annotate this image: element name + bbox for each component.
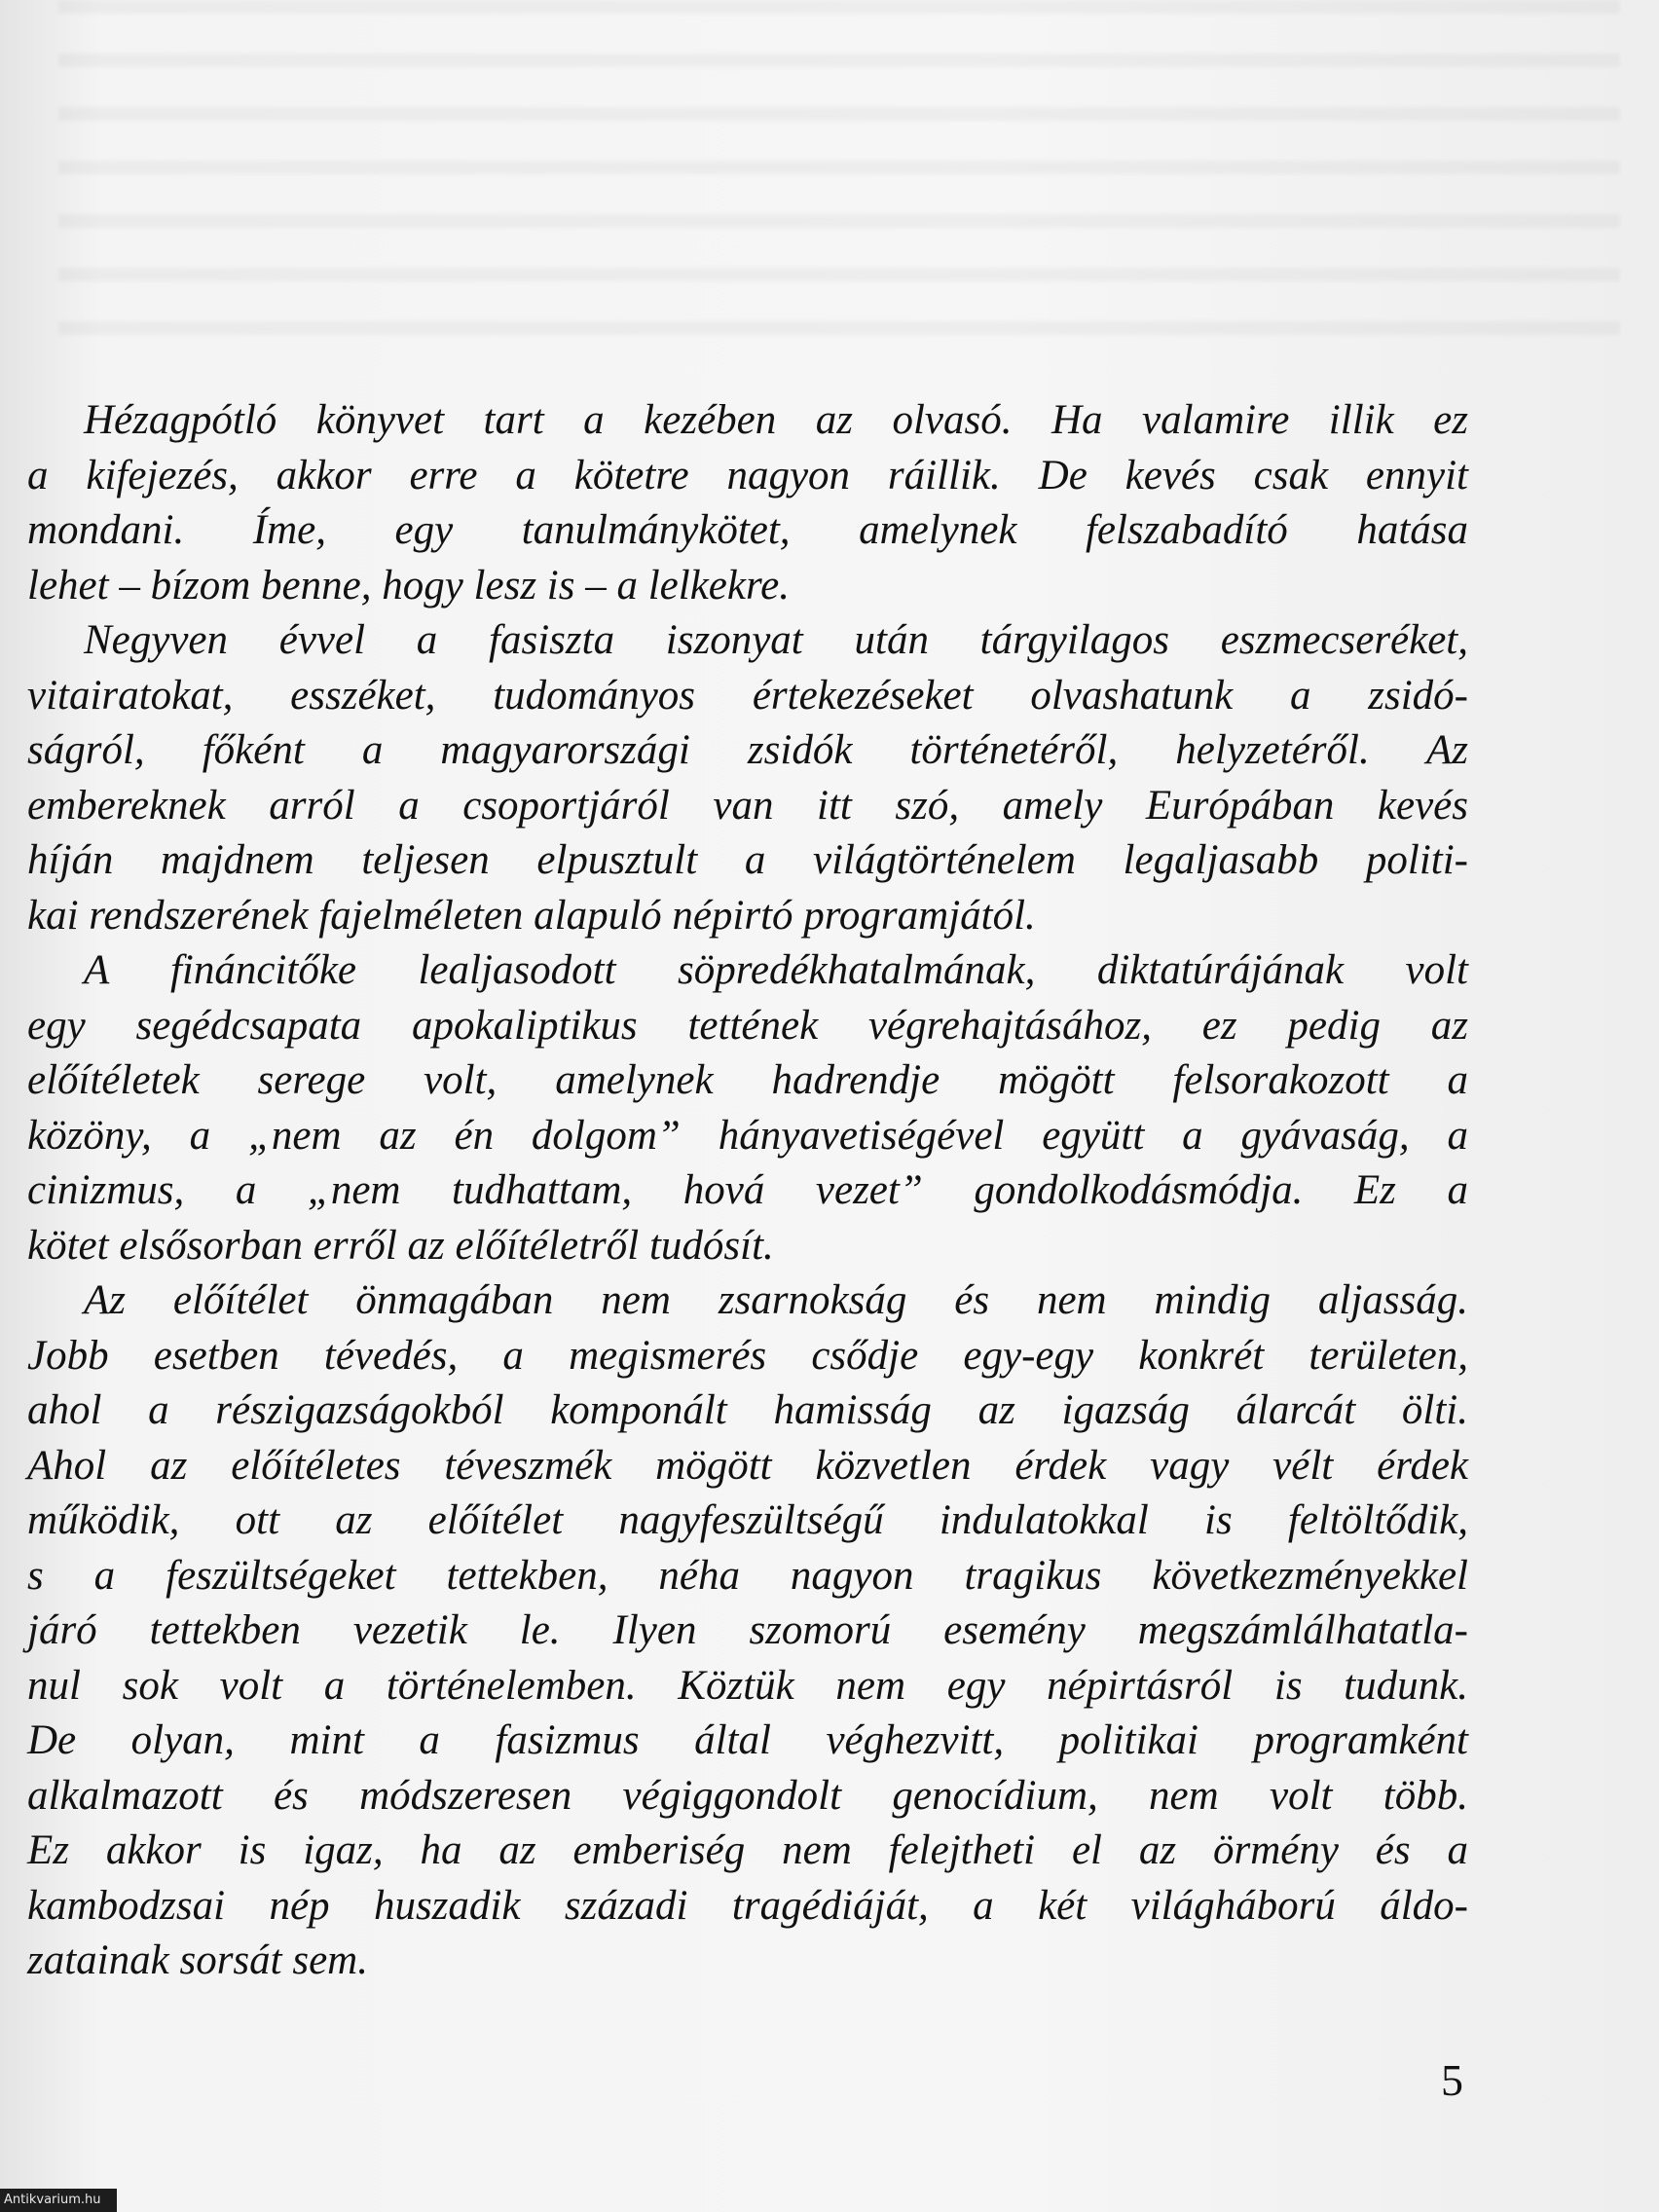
body-text <box>27 393 1468 1989</box>
paragraph-1 <box>27 393 1468 613</box>
text-line: járó tettekben vezetik le. Ilyen szomorú esemény megszámlálhatatla- <box>27 1607 1468 1653</box>
text-line: nul sok volt a történelemben. Köztük nem egy népirtásról is tudunk. <box>27 1662 1468 1709</box>
text-line: híján majdnem teljesen elpusztult a világtörténelem legaljasabb politi- <box>27 837 1468 883</box>
text-line: ságról, főként a magyarországi zsidók történetéről, helyzetéről. Az <box>27 727 1468 773</box>
page-number: 5 <box>1441 2055 1463 2105</box>
text-line: a kifejezés, akkor erre a kötetre nagyon ráillik. De kevés csak ennyit <box>27 452 1468 498</box>
text-line: működik, ott az előítélet nagyfeszültségű indulatokkal is feltöltődik, <box>27 1497 1468 1543</box>
text-line: vitairatokat, esszéket, tudományos értekezéseket olvashatunk a zsidó- <box>27 672 1468 719</box>
paragraph-2 <box>27 613 1468 943</box>
text-line: lehet – bízom benne, hogy lesz is – a lelkekre. <box>27 562 790 608</box>
text-line: egy segédcsapata apokaliptikus tettének végrehajtásához, ez pedig az <box>27 1002 1468 1049</box>
text-line: zatainak sorsát sem. <box>27 1937 368 1983</box>
text-line: kambodzsai nép huszadik századi tragédiáját, a két világháború áldo- <box>27 1882 1468 1929</box>
text-line: embereknek arról a csoportjáról van itt szó, amely Európában kevés <box>27 782 1468 829</box>
text-line: Az előítélet önmagában nem zsarnokság és nem mindig aljasság. <box>84 1277 1468 1323</box>
text-line: Hézagpótló könyvet tart a kezében az olvasó. Ha valamire illik ez <box>84 397 1468 443</box>
text-line: s a feszültségeket tettekben, néha nagyon tragikus következményekkel <box>27 1552 1468 1599</box>
text-line: kai rendszerének fajelméleten alapuló népirtó programjától. <box>27 892 1036 939</box>
text-line: Ahol az előítéletes téveszmék mögött közvetlen érdek vagy vélt érdek <box>27 1442 1468 1489</box>
watermark: Antikvarium.hu <box>0 2189 117 2212</box>
text-line: mondani. Íme, egy tanulmánykötet, amelynek felszabadító hatása <box>27 507 1468 553</box>
text-line: cinizmus, a „nem tudhattam, hová vezet” gondolkodásmódja. Ez a <box>27 1167 1468 1213</box>
paragraph-4 <box>27 1273 1468 1989</box>
text-line: előítéletek serege volt, amelynek hadrendje mögött felsorakozott a <box>27 1057 1468 1103</box>
paragraph-3 <box>27 943 1468 1273</box>
text-line: ahol a részigazságokból komponált hamisság az igazság álarcát ölti. <box>27 1387 1468 1433</box>
text-line: kötet elsősorban erről az előítéletről tudósít. <box>27 1222 774 1269</box>
text-line: De olyan, mint a fasizmus által véghezvitt, politikai programként <box>27 1717 1468 1763</box>
text-line: közöny, a „nem az én dolgom” hányavetiségével együtt a gyávaság, a <box>27 1112 1468 1159</box>
bleed-through-shadow <box>58 0 1620 370</box>
text-line: Jobb esetben tévedés, a megismerés csődje egy-egy konkrét területen, <box>27 1332 1468 1379</box>
text-line: A fináncitőke lealjasodott söpredékhatalmának, diktatúrájának volt <box>84 947 1468 993</box>
text-line: alkalmazott és módszeresen végiggondolt genocídium, nem volt több. <box>27 1772 1468 1819</box>
text-line: Ez akkor is igaz, ha az emberiség nem felejtheti el az örmény és a <box>27 1827 1468 1873</box>
text-line: Negyven évvel a fasiszta iszonyat után tárgyilagos eszmecseréket, <box>84 617 1468 663</box>
